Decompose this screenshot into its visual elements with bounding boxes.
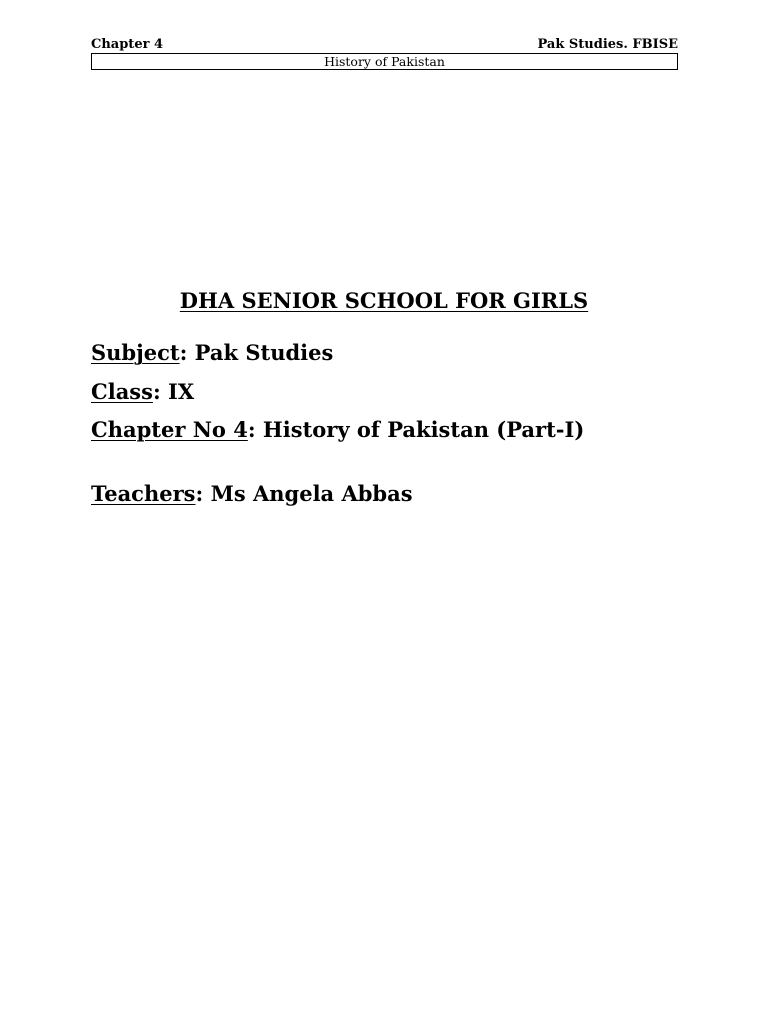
teachers-line <box>91 481 413 507</box>
school-title: DHA SENIOR SCHOOL FOR GIRLS <box>179 288 589 313</box>
teachers-separator: : <box>195 481 211 506</box>
teachers-value: Ms Angela Abbas <box>210 481 413 506</box>
chapter-separator: : <box>247 417 263 442</box>
chapter-value: History of Pakistan (Part-I) <box>262 417 585 442</box>
running-header <box>91 37 678 53</box>
subject-separator: : <box>179 340 195 365</box>
chapter-label: Chapter No 4 <box>91 417 248 442</box>
chapter-line <box>91 417 584 443</box>
subject-value: Pak Studies <box>194 340 334 365</box>
header-title-box: History of Pakistan <box>91 53 678 70</box>
class-line <box>91 379 194 405</box>
subject-line <box>91 340 333 366</box>
header-chapter: Chapter 4 <box>91 37 164 52</box>
class-separator: : <box>152 379 169 404</box>
header-subject: Pak Studies. FBISE <box>537 37 678 52</box>
class-label: Class <box>91 379 153 404</box>
class-value: IX <box>168 379 195 404</box>
subject-label: Subject <box>91 340 180 365</box>
teachers-label: Teachers <box>91 481 196 506</box>
